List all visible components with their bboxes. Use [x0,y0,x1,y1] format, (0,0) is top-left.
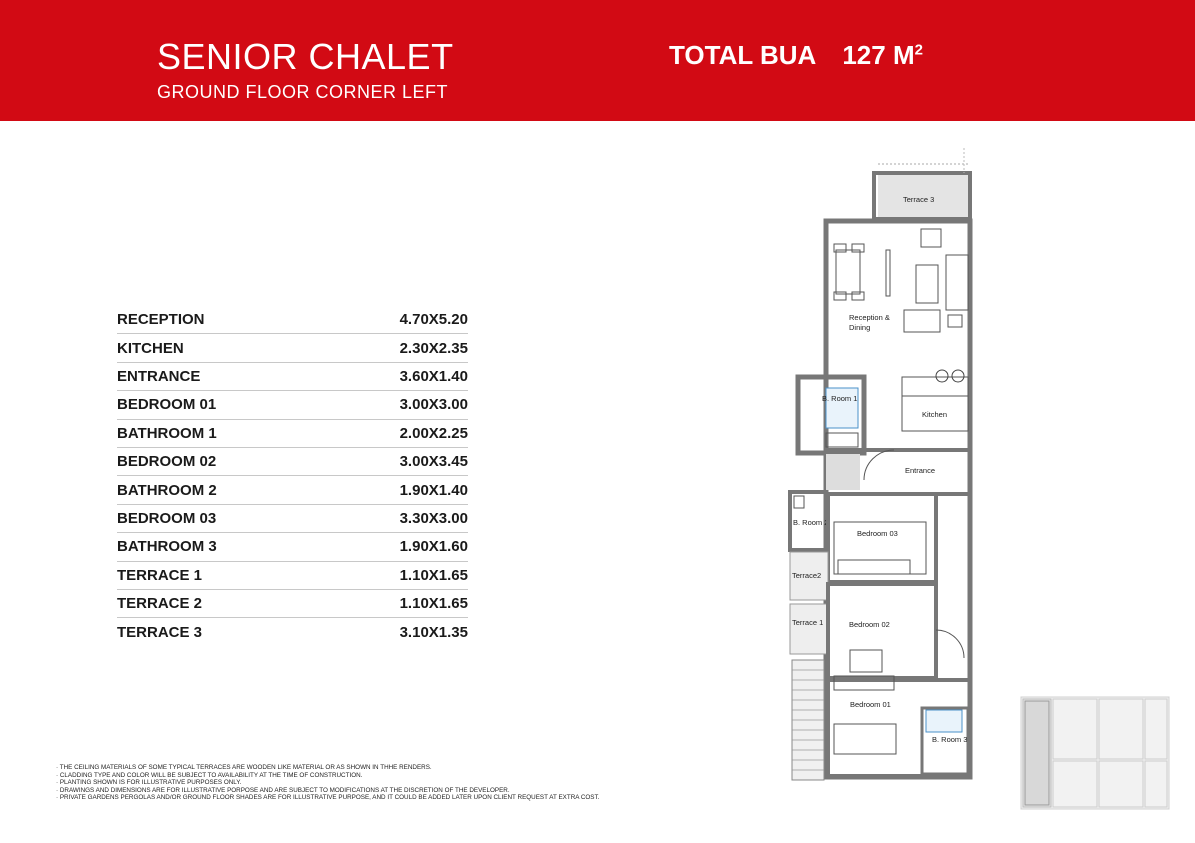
floor-plan [786,140,976,790]
room-name: BEDROOM 03 [117,509,217,527]
disclaimer-notes [56,764,756,802]
label-b-room3: B. Room 3 [932,735,968,744]
room-size: 3.00X3.45 [399,453,468,471]
room-size: 3.60X1.40 [399,367,468,385]
terrace1-area [790,604,828,654]
total-bua-label: TOTAL BUA [669,40,817,70]
room-row [117,562,468,590]
label-terrace2: Terrace2 [792,571,822,580]
room-name: TERRACE 2 [117,595,203,613]
room-size: 1.10X1.65 [399,595,468,613]
highlighted-unit [1025,701,1049,805]
room-size: 1.90X1.60 [399,538,468,556]
room-size: 2.00X2.25 [399,424,468,442]
room-row [117,420,468,448]
room-row [117,590,468,618]
room-row [117,363,468,391]
room-row [117,448,468,476]
room-row [117,391,468,419]
page-title: SENIOR CHALET [157,36,454,77]
room-size: 1.90X1.40 [399,481,468,499]
key-plan-thumbnail [1015,689,1175,819]
stairs [792,660,824,780]
label-bedroom02: Bedroom 02 [849,620,890,629]
room-name: TERRACE 1 [117,566,203,584]
note-line: · PLANTING SHOWN IS FOR ILLUSTRATIVE PURPOSES ONLY. [56,779,242,787]
label-entrance: Entrance [905,466,936,475]
note-line: · PRIVATE GARDENS PERGOLAS AND/OR GROUND FLOOR SHADES ARE FOR ILLUSTRATIVE PURPOSE, AND IT COULD BE ADDED LATER UPON CLIENT REQUEST AT EXTRA COST. [56,794,600,802]
room-row [117,306,468,334]
label-b-room2: B. Room 2 [793,518,829,527]
room-name: BEDROOM 01 [117,396,217,414]
label-terrace1: Terrace 1 [792,618,824,627]
page-subtitle: GROUND FLOOR CORNER LEFT [157,82,449,102]
room-row [117,505,468,533]
room-size: 4.70X5.20 [399,311,468,329]
room-name: BATHROOM 3 [117,538,217,556]
room-size: 3.10X1.35 [399,623,468,641]
label-reception-1: Reception & [849,313,890,322]
room-schedule-table [117,306,468,647]
room-name: ENTRANCE [117,367,201,385]
room-name: BATHROOM 2 [117,481,217,499]
label-terrace3: Terrace 3 [903,195,935,204]
room-name: KITCHEN [117,339,184,357]
room-name: BEDROOM 02 [117,453,217,471]
room-size: 3.30X3.00 [399,509,468,527]
label-bedroom03: Bedroom 03 [857,529,898,538]
total-bua [669,40,923,71]
total-bua-unit-sup: 2 [914,41,923,59]
room-name: TERRACE 3 [117,623,203,641]
label-bedroom01: Bedroom 01 [850,700,891,709]
label-kitchen: Kitchen [922,410,948,419]
outer-wall [826,221,970,777]
label-reception-2: Dining [849,323,871,332]
kitchen-area [902,377,968,431]
room-row [117,476,468,504]
room-row [117,618,468,646]
room-row [117,334,468,362]
note-line: · DRAWINGS AND DIMENSIONS ARE FOR ILLUSTRATIVE PORPOSE AND ARE SUBJECT TO MODIFICATIONS AT THE DISCRETION OF THE DEVELOPER. [56,786,510,794]
room-size: 1.10X1.65 [399,566,468,584]
label-b-room1: B. Room 1 [822,394,858,403]
room-name: BATHROOM 1 [117,424,217,442]
bedroom03-area [828,494,936,582]
room-size: 2.30X2.35 [399,339,468,357]
note-line: · CLADDING TYPE AND COLOR WILL BE SUBJECT TO AVAILABILITY AT THE TIME OF CONSTRUCTION. [56,771,363,779]
room-size: 3.00X3.00 [399,396,468,414]
room-row [117,533,468,561]
note-line: · THE CEILING MATERIALS OF SOME TYPICAL TERRACES ARE WOODEN LIKE MATERIAL OR AS SHOWN IN THHE RENDERS. [56,764,432,771]
room-name: RECEPTION [117,311,205,329]
total-bua-value: 127 M [842,40,915,70]
